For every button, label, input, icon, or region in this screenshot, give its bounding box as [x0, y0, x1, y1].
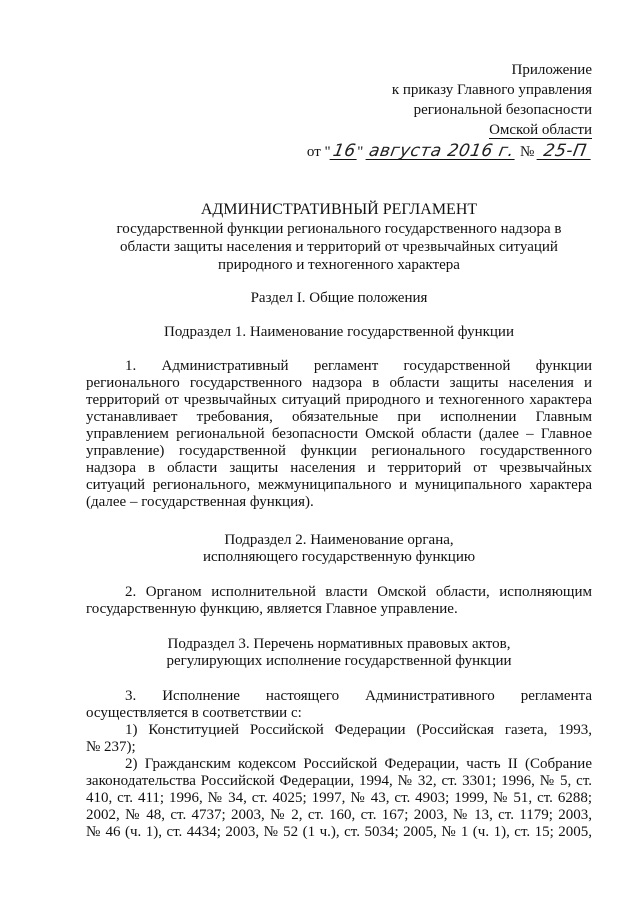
document-subtitle-line-2: области защиты населения и территорий от чрезвычайных ситуаций — [120, 239, 558, 255]
approval-line-2: к приказу Главного управления — [391, 82, 592, 98]
paragraph-1 — [86, 358, 592, 511]
approval-block — [307, 60, 592, 162]
paragraph-1-line: управлением региональной безопасности Омской области (далее – Главное — [86, 426, 592, 442]
list-item-2 — [86, 756, 592, 841]
subsection-3-heading — [86, 636, 592, 670]
paragraph-1-line: устанавливает требования, обязательные при исполнении Главным — [86, 409, 592, 425]
document-subtitle-line-1: государственной функции регионального государственного надзора в — [116, 221, 562, 237]
paragraph-1-line: регионального государственного надзора в области защиты населения и — [86, 375, 592, 391]
section-1-title: Раздел I. Общие положения — [250, 290, 428, 306]
paragraph-3 — [86, 688, 592, 722]
order-date-number — [307, 142, 592, 162]
order-number-sign: № — [519, 144, 535, 160]
subsection-2-heading — [86, 532, 592, 566]
subsection-1-heading — [86, 324, 592, 341]
list-item-2-line: 2002, № 48, ст. 4737; 2003, № 2, ст. 160, ст. 167; 2003, № 13, ст. 1179; 2003, — [86, 807, 592, 823]
approval-line-1: Приложение — [511, 62, 592, 78]
list-item-1-line: 1) Конституцией Российской Федерации (Российская газета, 1993, — [125, 722, 592, 738]
approval-region: Омской области — [489, 122, 592, 138]
list-item-2-line: 2) Гражданским кодексом Российской Федерации, часть II (Собрание — [125, 756, 592, 772]
paragraph-1-line: управление) государственной функции регионального государственного — [86, 443, 592, 459]
subsection-3-title-line-1: Подраздел 3. Перечень нормативных правовых актов, — [167, 636, 511, 652]
list-item-2-line: законодательства Российской Федерации, 1994, № 32, ст. 3301; 1996, № 5, ст. — [86, 773, 592, 789]
subsection-3-title-line-2: регулирующих исполнение государственной функции — [166, 653, 512, 669]
approval-line-4 — [307, 120, 592, 140]
list-item-2-line: № 46 (ч. 1), ст. 4434; 2003, № 52 (1 ч.), ст. 5034; 2005, № 1 (ч. 1), ст. 15; 2005, — [86, 824, 592, 840]
list-item-1 — [86, 722, 592, 756]
paragraph-1-line: территорий от чрезвычайных ситуаций природного и техногенного характера — [86, 392, 592, 408]
section-1-heading — [86, 290, 592, 307]
list-item-1-line: № 237); — [86, 739, 136, 755]
list-item-2-line: 410, ст. 411; 1996, № 34, ст. 4025; 1997, № 43, ст. 4903; 1999, № 51, ст. 6288; — [86, 790, 592, 806]
order-prefix: от " — [306, 144, 331, 160]
document-title: АДМИНИСТРАТИВНЫЙ РЕГЛАМЕНТ — [200, 201, 478, 218]
order-quote-close: " — [357, 144, 364, 160]
subsection-2-title-line-1: Подраздел 2. Наименование органа, — [224, 532, 454, 548]
document-title-block — [86, 200, 592, 274]
paragraph-1-line: надзора в области защиты населения и территорий от чрезвычайных — [86, 460, 592, 476]
paragraph-1-line: 1. Административный регламент государственной функции — [125, 358, 592, 374]
document-subtitle-line-3: природного и техногенного характера — [218, 257, 460, 273]
subsection-1-title: Подраздел 1. Наименование государственной функции — [164, 324, 514, 340]
handwritten-day: 16 — [330, 141, 358, 161]
paragraph-2-line: государственную функцию, является Главное управление. — [86, 601, 458, 617]
paragraph-1-line: ситуаций регионального, межмуниципального и муниципального характера — [86, 477, 592, 493]
paragraph-2 — [86, 584, 592, 618]
paragraph-3-line: 3. Исполнение настоящего Административного регламента — [125, 688, 592, 704]
approval-line-3: региональной безопасности — [413, 102, 592, 118]
paragraph-2-line: 2. Органом исполнительной власти Омской области, исполняющим — [125, 584, 592, 600]
paragraph-3-line: осуществляется в соответствии с: — [86, 705, 302, 721]
handwritten-order-number: 25-П — [537, 143, 594, 160]
paragraph-1-line: (далее – государственная функция). — [86, 494, 314, 510]
handwritten-month-year: августа 2016 г. — [367, 141, 517, 161]
subsection-2-title-line-2: исполняющего государственную функцию — [202, 549, 476, 565]
